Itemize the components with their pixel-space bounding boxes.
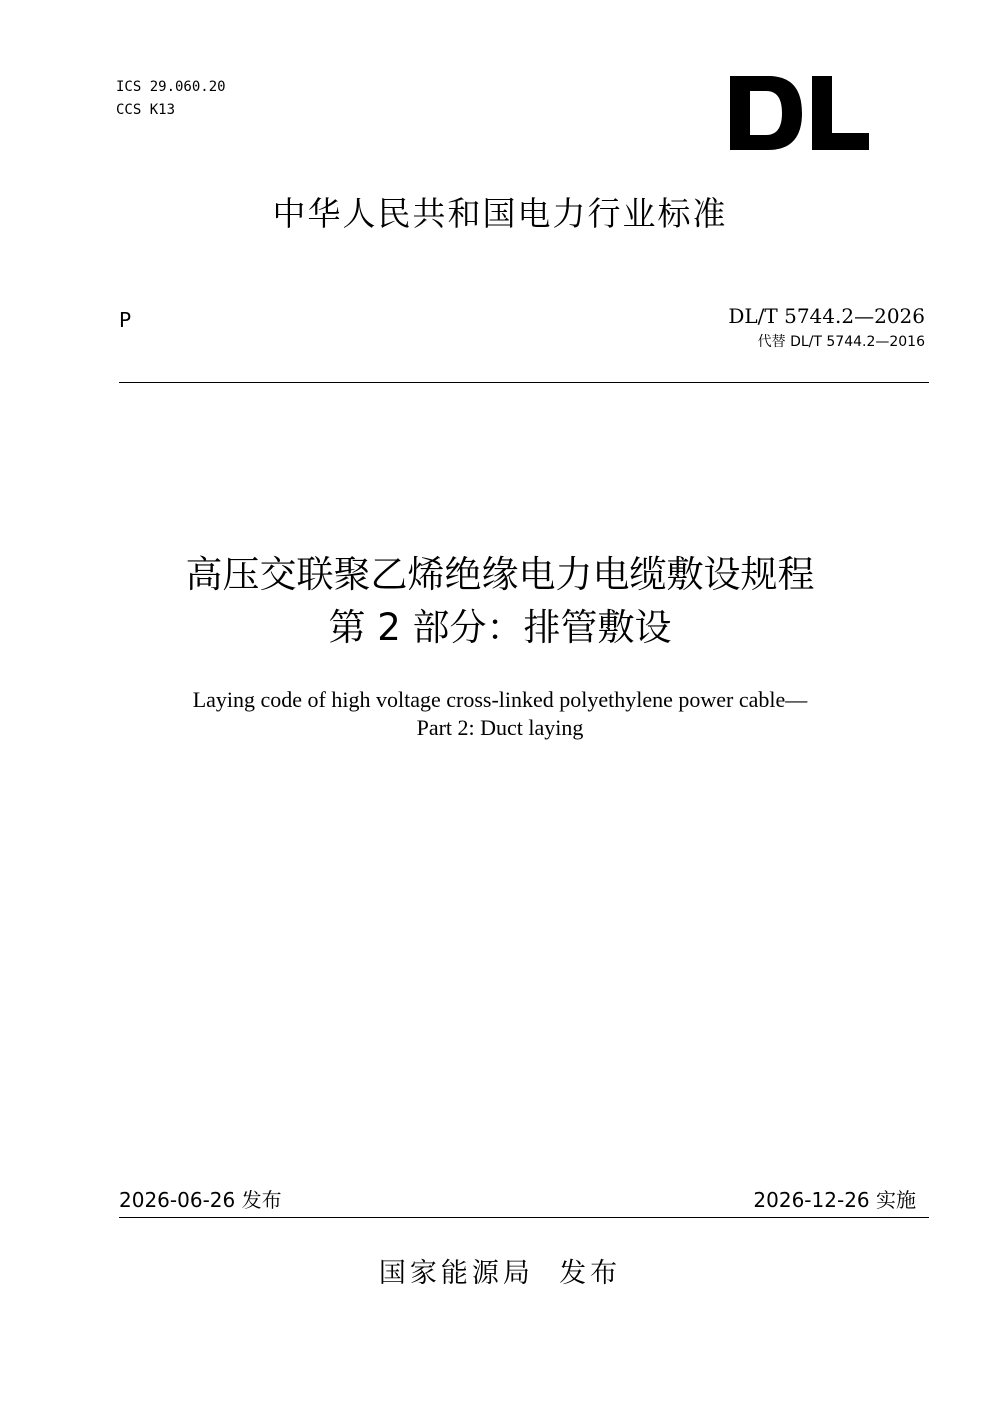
- classification-code: P: [119, 308, 132, 332]
- publisher: 国家能源局 发布: [378, 1258, 622, 1289]
- footer-divider: [119, 1217, 929, 1218]
- english-title-line-2: Part 2: Duct laying: [416, 715, 584, 740]
- ccs-code: CCS K13: [116, 102, 176, 118]
- standard-number: DL/T 5744.2—2026: [728, 304, 925, 328]
- dl-logo: [728, 74, 870, 152]
- issuing-body-title: 中华人民共和国电力行业标准: [272, 194, 728, 233]
- header-divider: [119, 382, 929, 383]
- chinese-title-line-1: 高压交联聚乙烯绝缘电力电缆敷设规程: [185, 553, 815, 596]
- ics-code: ICS 29.060.20: [116, 79, 226, 95]
- implementation-date: 2026-12-26 实施: [753, 1188, 916, 1212]
- replaces-standard: 代替 DL/T 5744.2—2016: [757, 334, 925, 350]
- issue-date: 2026-06-26 发布: [119, 1188, 282, 1212]
- chinese-title-line-2: 第 2 部分：排管敷设: [328, 606, 672, 649]
- english-title-line-1: Laying code of high voltage cross-linked polyethylene power cable—: [192, 687, 808, 712]
